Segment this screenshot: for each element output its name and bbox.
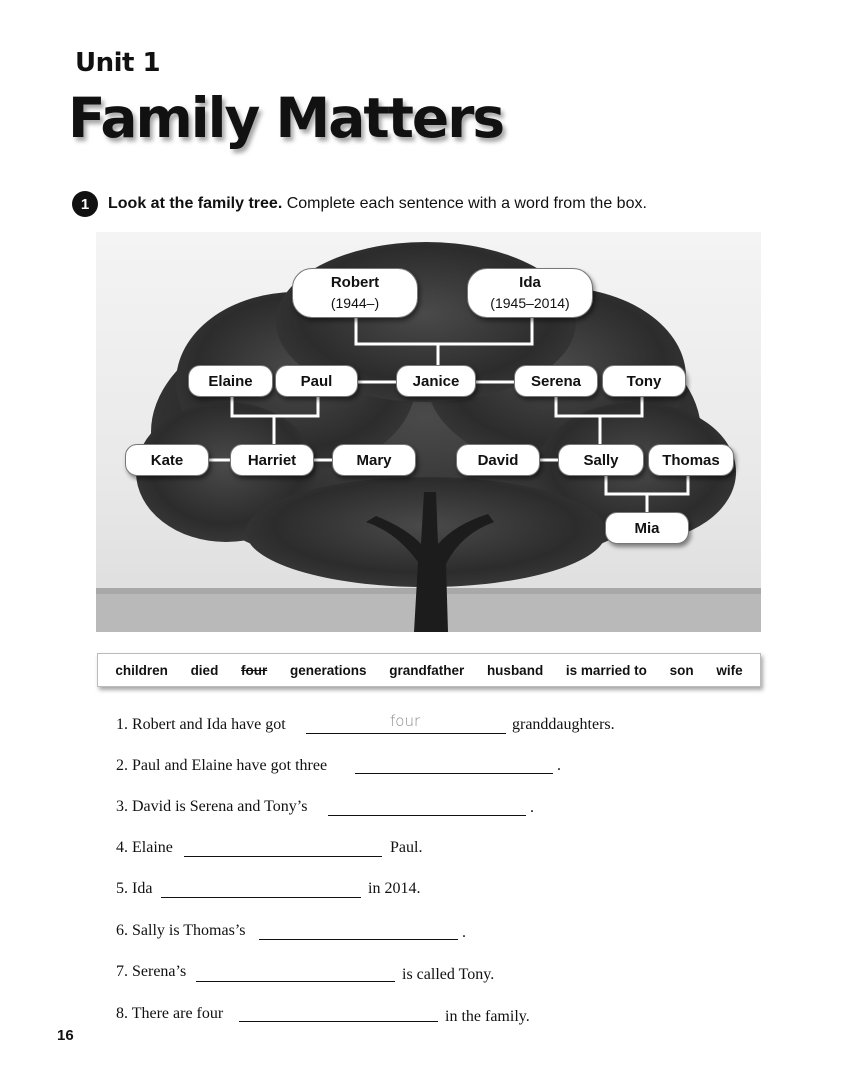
sentence-6-text: 6. Sally is Thomas’s xyxy=(116,922,246,939)
word-box-item-struck: four xyxy=(241,662,268,678)
word-box-item: son xyxy=(669,662,694,678)
tree-node-serena: Serena xyxy=(514,365,598,397)
sentence-8-blank[interactable] xyxy=(239,1021,438,1022)
robert-dates: (1944–) xyxy=(330,295,380,311)
sentence-3-blank[interactable] xyxy=(328,815,526,816)
tree-node-paul: Paul xyxy=(275,365,358,397)
sentence-1-text: 1. Robert and Ida have got xyxy=(116,716,286,733)
tree-node-mia: Mia xyxy=(605,512,689,544)
word-box-item: wife xyxy=(716,662,743,678)
tree-node-kate: Kate xyxy=(125,444,209,476)
sentence-5-blank[interactable] xyxy=(161,897,361,898)
sentence-7-blank[interactable] xyxy=(196,981,395,982)
tree-node-sally: Sally xyxy=(558,444,644,476)
page-number: 16 xyxy=(57,1027,74,1044)
exercise-instruction xyxy=(72,192,647,216)
family-tree-image xyxy=(96,232,761,632)
tree-node-robert xyxy=(292,268,418,318)
page-title: Family Matters xyxy=(68,86,504,150)
exercise-number-badge: 1 xyxy=(72,191,98,217)
sentence-4-blank[interactable] xyxy=(184,856,382,857)
ida-name: Ida xyxy=(519,274,541,291)
tree-connector-lines xyxy=(96,232,761,632)
tree-node-mary: Mary xyxy=(332,444,416,476)
sentence-2-blank[interactable] xyxy=(355,773,553,774)
word-box-item: generations xyxy=(289,662,367,678)
sentence-2-text: 2. Paul and Elaine have got three xyxy=(116,757,328,774)
instruction-rest: Complete each sentence with a word from the box. xyxy=(286,195,647,212)
tree-node-david: David xyxy=(456,444,540,476)
sentence-2-end: . xyxy=(557,757,561,774)
tree-node-elaine: Elaine xyxy=(188,365,273,397)
sentence-7-end: is called Tony. xyxy=(402,966,495,983)
word-box-item: children xyxy=(115,662,168,678)
sentence-3-end: . xyxy=(530,799,534,816)
sentence-8-text: 8. There are four xyxy=(116,1005,224,1022)
sentence-7-text: 7. Serena’s xyxy=(116,963,187,980)
sentence-1-blank[interactable] xyxy=(306,733,506,734)
tree-node-ida xyxy=(467,268,593,318)
sentence-5-text: 5. Ida xyxy=(116,880,153,897)
unit-label: Unit 1 xyxy=(75,48,161,78)
sentence-4-end: Paul. xyxy=(390,839,423,856)
tree-node-thomas: Thomas xyxy=(648,444,734,476)
word-box-item: grandfather xyxy=(389,662,465,678)
sentence-1-end: granddaughters. xyxy=(512,716,615,733)
tree-node-tony: Tony xyxy=(602,365,686,397)
sentence-8-end: in the family. xyxy=(445,1008,530,1025)
word-box xyxy=(97,653,761,687)
robert-name: Robert xyxy=(330,274,380,291)
tree-node-janice: Janice xyxy=(396,365,476,397)
word-box-item: died xyxy=(190,662,219,678)
word-box-item: husband xyxy=(486,662,544,678)
sentence-1-answer: four xyxy=(390,712,421,730)
sentence-6-end: . xyxy=(462,924,466,941)
word-box-item: is married to xyxy=(565,662,647,678)
sentence-6-blank[interactable] xyxy=(259,939,458,940)
tree-node-harriet: Harriet xyxy=(230,444,314,476)
instruction-bold: Look at the family tree. xyxy=(108,195,283,212)
sentence-4-text: 4. Elaine xyxy=(116,839,173,856)
sentence-5-end: in 2014. xyxy=(368,880,421,897)
ida-dates: (1945–2014) xyxy=(490,295,570,311)
sentence-3-text: 3. David is Serena and Tony’s xyxy=(116,798,308,815)
